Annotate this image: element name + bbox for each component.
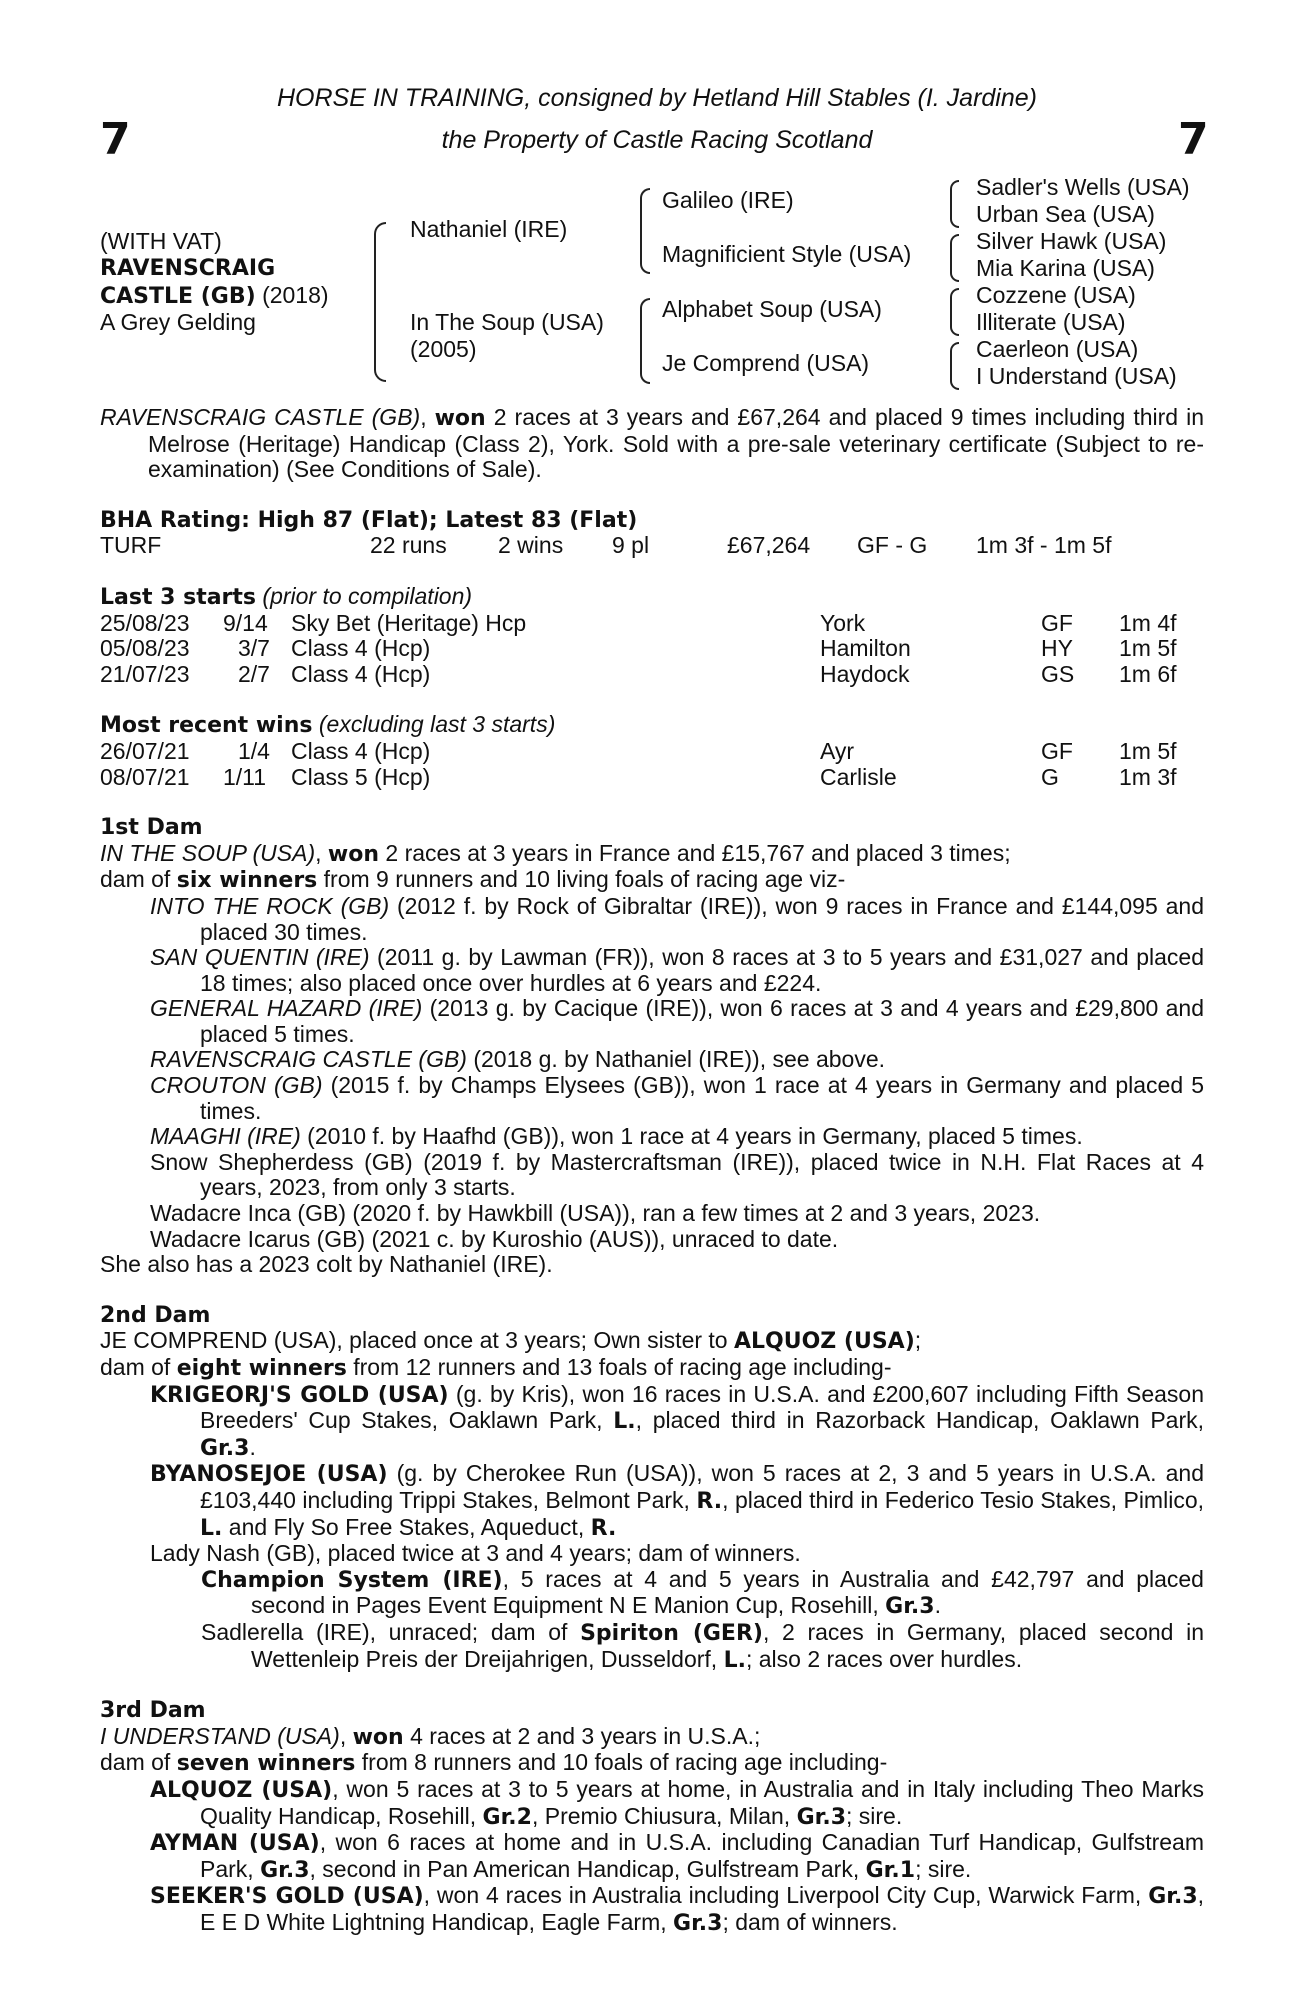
produce-name: MAAGHI (IRE) xyxy=(150,1123,301,1150)
row-race: Sky Bet (Heritage) Hcp xyxy=(291,609,527,636)
grade-label: Gr.3 xyxy=(200,1435,250,1461)
last3-subtitle: (prior to compilation) xyxy=(262,582,473,609)
row-distance: 1m 6f xyxy=(1119,660,1177,687)
produce-text: (2011 g. by Lawman (FR)), won 8 races at 3 to 5 years and £31,027 and placed 18 times; also placed once over hurdles at 6 years and £224. xyxy=(200,944,1205,996)
dam2-title: 2nd Dam xyxy=(100,1302,211,1328)
row-going: GS xyxy=(1041,660,1075,687)
row-race: Class 4 (Hcp) xyxy=(291,737,431,764)
horse-name-line2 xyxy=(100,282,329,310)
produce-name: RAVENSCRAIG CASTLE (GB) xyxy=(150,1046,467,1073)
produce-text: (g. by Kris), won 16 races in U.S.A. and £200,607 including Fifth Season Breeders' Cup Stakes, Oaklawn Park, xyxy=(200,1380,1205,1434)
dam3-winners: seven winners xyxy=(176,1751,356,1777)
table-row xyxy=(100,611,1204,637)
produce-text: ; sire. xyxy=(846,1802,903,1829)
produce-text: (2012 f. by Rock of Gibraltar (IRE)), won 9 races in France and £144,095 and placed 30 times. xyxy=(200,892,1204,945)
lot-number-right: 7 xyxy=(1178,114,1209,165)
second-dam xyxy=(100,1303,1204,1673)
table-row xyxy=(100,739,1204,765)
row-position: 9/14 xyxy=(223,609,268,636)
sire-dam: Magnificient Style (USA) xyxy=(662,241,912,267)
row-distance: 1m 4f xyxy=(1119,609,1177,636)
produce-text: (2010 f. by Haafhd (GB)), won 1 race at 4 years in Germany, placed 5 times. xyxy=(307,1123,1083,1150)
produce-text: (2013 g. by Cacique (IRE)), won 6 races at 3 and 4 years and £29,800 and placed 5 times. xyxy=(200,995,1205,1047)
produce-text: , placed third in Razorback Handicap, Oaklawn Park, xyxy=(635,1407,1204,1434)
produce-text: , E E D White Lightning Handicap, Eagle Farm, xyxy=(200,1882,1205,1935)
row-distance: 1m 3f xyxy=(1119,763,1177,790)
produce-text: , Premio Chiusura, Milan, xyxy=(531,1802,791,1829)
grade-label: Gr.3 xyxy=(796,1804,846,1830)
produce-item xyxy=(150,1883,1204,1936)
dam-of-label: dam of xyxy=(100,866,171,893)
grade-label: L. xyxy=(723,1647,746,1673)
table-row xyxy=(100,662,1204,688)
grand-produce-item xyxy=(201,1620,1204,1673)
dam1-text: 2 races at 3 years in France and £15,767 and placed 3 times; xyxy=(385,839,1011,866)
rating-row xyxy=(100,533,1204,559)
row-distance: 1m 5f xyxy=(1119,635,1177,662)
produce-name: CROUTON (GB) xyxy=(150,1072,323,1099)
horse-name: CASTLE (GB) xyxy=(100,284,256,309)
produce-text: (2015 f. by Champs Elysees (GB)), won 1 race at 4 years in Germany and placed 5 times. xyxy=(200,1072,1205,1124)
table-row xyxy=(100,765,1204,791)
produce-text: , won 6 races at home and in U.S.A. including Canadian Turf Handicap, Gulfstream Park, xyxy=(200,1829,1205,1882)
won-label: won xyxy=(327,841,379,867)
row-going: HY xyxy=(1041,635,1073,662)
first-dam: 1st Dam IN THE SOUP (USA), won 2 races at 3 years in France and £15,767 and placed 3 times; dam of six winners from 9 runners and 10 living foals of racing age viz- INTO THE ROCK (GB) (2012 f. by Rock of Gibraltar (IRE)), won 9 races in France and £144,095 and placed 30 times. SAN QUENTIN (IRE) (2011 g. by Lawman (FR)), won 8 races at 3 to 5 years and £31,027 and placed 18 times; also placed once over hurdles at 6 years and £224. GENERAL HAZARD (IRE) (2013 g. by Cacique (IRE)), won 6 races at 3 and 4 years and £29,800 and placed 5 times. RAVENSCRAIG CASTLE (GB) (2018 g. by Nathaniel (IRE)), see above. CROUTON (GB) (2015 f. by Champs Elysees (GB)), won 1 race at 4 years in Germany and placed 5 times. MAAGHI (IRE) (2010 f. by Haafhd (GB)), won 1 race at 4 years in Germany, placed 5 times. Snow Shepherdess (GB) (2019 f. by Mastercraftsman (IRE)), placed twice in N.H. Flat Races at 4 years, 2023, from only 3 starts. Wadacre Inca (GB) (2020 f. by Hawkbill (USA)), ran a few times at 2 and 3 years, 2023. Wadacre Icarus (GB) (2021 c. by Kuroshio (AUS)), unraced to date. She also has a 2023 colt by Nathaniel (IRE). xyxy=(100,815,1205,1278)
row-date: 05/08/23 xyxy=(100,635,190,662)
sire-sire: Galileo (IRE) xyxy=(662,187,794,213)
brace-dam xyxy=(640,298,650,384)
last3-title: Last 3 starts xyxy=(100,584,257,610)
dam2-name-text: JE COMPREND (USA), placed once at 3 years; Own sister to xyxy=(100,1327,728,1354)
row-date: 25/08/23 xyxy=(100,609,190,636)
grade-label: R. xyxy=(696,1488,723,1514)
dam: In The Soup (USA) xyxy=(410,309,604,335)
produce-text: Snow Shepherdess (GB) (2019 f. by Mastercraftsman (IRE)), placed twice in N.H. Flat Races at 4 years, 2023, from only 3 starts. xyxy=(150,1148,1204,1201)
sire: Nathaniel (IRE) xyxy=(410,216,568,242)
dam1-title: 1st Dam xyxy=(100,815,203,841)
grade-label: R. xyxy=(590,1515,617,1541)
won-label: won xyxy=(434,406,486,431)
punctuation: . xyxy=(249,1433,256,1460)
gg-4: Mia Karina (USA) xyxy=(976,255,1155,281)
produce-text: , won 5 races at 3 to 5 years at home, in Australia and in Italy including Theo Marks Quality Handicap, Rosehill, xyxy=(200,1775,1204,1829)
rating-going: GF - G xyxy=(857,532,928,559)
most-recent-wins xyxy=(100,712,1204,790)
rating-placed: 9 pl xyxy=(612,532,650,559)
row-course: Hamilton xyxy=(820,635,911,662)
dam-sire: Alphabet Soup (USA) xyxy=(662,296,882,322)
grade-label: Gr.3 xyxy=(885,1594,935,1620)
dam1-name: IN THE SOUP (USA) xyxy=(100,839,316,866)
produce-text: , placed third in Federico Tesio Stakes, Pimlico, xyxy=(722,1486,1204,1513)
dam2-winners: eight winners xyxy=(176,1356,347,1381)
dam1-winners: six winners xyxy=(176,868,318,894)
produce-text: , 2 races in Germany, placed second in Wettenleip Preis der Dreijahrigen, Dusseldorf, xyxy=(251,1618,1205,1672)
dam1-runners: from 9 runners and 10 living foals of racing age viz- xyxy=(323,866,846,893)
won-label: won xyxy=(352,1724,404,1750)
header-consignor: HORSE IN TRAINING, consigned by Hetland Hill Stables (I. Jardine) xyxy=(277,84,1037,112)
dam-dam: Je Comprend (USA) xyxy=(662,350,870,376)
row-course: Ayr xyxy=(820,737,855,764)
dam2-runners: from 12 runners and 13 foals of racing age including- xyxy=(353,1354,892,1380)
recent-title: Most recent wins xyxy=(100,713,313,739)
gg-3: Silver Hawk (USA) xyxy=(976,228,1167,254)
dam-year: (2005) xyxy=(410,336,477,362)
produce-name: INTO THE ROCK (GB) xyxy=(150,892,390,919)
produce-text: (2018 g. by Nathaniel (IRE)), see above. xyxy=(473,1046,886,1073)
produce-item xyxy=(150,1777,1204,1830)
produce-text: , won 4 races in Australia including Liverpool City Cup, Warwick Farm, xyxy=(423,1882,1142,1909)
rating-distance: 1m 3f - 1m 5f xyxy=(976,532,1112,559)
row-distance: 1m 5f xyxy=(1119,737,1177,764)
produce-item xyxy=(150,1382,1204,1462)
grade-label: Gr.1 xyxy=(865,1857,916,1883)
dam3-runners: from 8 runners and 10 foals of racing age including- xyxy=(361,1749,888,1776)
dam3-text: 4 races at 2 and 3 years in U.S.A.; xyxy=(410,1722,761,1749)
produce-name: GENERAL HAZARD (IRE) xyxy=(150,995,423,1022)
row-position: 1/11 xyxy=(223,763,267,790)
produce-text: ; dam of winners. xyxy=(722,1908,898,1935)
produce-text: ; sire. xyxy=(915,1855,972,1882)
row-date: 21/07/23 xyxy=(100,660,190,687)
produce-text: Wadacre Icarus (GB) (2021 c. by Kuroshio (AUS)), unraced to date. xyxy=(150,1225,839,1252)
dam3-name: I UNDERSTAND (USA) xyxy=(100,1722,340,1749)
lot-number-left: 7 xyxy=(100,114,131,165)
produce-name: SEEKER'S GOLD (USA) xyxy=(150,1884,424,1910)
grade-label: L. xyxy=(613,1409,636,1435)
grade-label: Gr.3 xyxy=(673,1910,723,1936)
brace-gg1 xyxy=(950,180,959,228)
rating-title: BHA Rating: High 87 (Flat); Latest 83 (Flat) xyxy=(100,507,638,533)
row-date: 26/07/21 xyxy=(100,737,190,764)
horse-name-line1: RAVENSCRAIG xyxy=(100,256,276,281)
intro-horse-name: RAVENSCRAIG CASTLE (GB) xyxy=(100,404,421,430)
grade-label: L. xyxy=(200,1515,223,1541)
gg-2: Urban Sea (USA) xyxy=(976,201,1155,227)
row-position: 2/7 xyxy=(238,660,270,687)
produce-name: Champion System (IRE) xyxy=(201,1567,503,1593)
row-position: 1/4 xyxy=(238,737,270,764)
last-3-starts xyxy=(100,584,1204,687)
foaling-year: (2018) xyxy=(262,282,329,308)
intro-paragraph: RAVENSCRAIG CASTLE (GB), won 2 races at 3 years and £67,264 and placed 9 times including third in Melrose (Heritage) Handicap (Class 2), York. Sold with a pre-sale veterinary certificate (Subject to re-examination) (See Conditions of Sale). xyxy=(100,404,1204,483)
rating-surface: TURF xyxy=(100,532,162,559)
dam1-closing: She also has a 2023 colt by Nathaniel (IRE). xyxy=(100,1251,553,1278)
rating-earnings: £67,264 xyxy=(727,532,811,559)
produce-item xyxy=(150,1124,1204,1150)
row-position: 3/7 xyxy=(238,635,270,662)
punctuation: ; xyxy=(914,1327,922,1354)
produce-item xyxy=(150,996,1204,1047)
row-date: 08/07/21 xyxy=(100,763,190,790)
dam-of-label: dam of xyxy=(100,1354,171,1380)
gg-7: Caerleon (USA) xyxy=(976,336,1139,362)
grade-label: Gr.3 xyxy=(260,1857,310,1883)
brace-gg2 xyxy=(950,234,959,282)
produce-item xyxy=(150,1227,1204,1253)
produce-item: Lady Nash (GB), placed twice at 3 and 4 years; dam of winners. xyxy=(150,1540,801,1567)
produce-item xyxy=(150,1047,1204,1073)
gg-8: I Understand (USA) xyxy=(976,363,1177,389)
row-course: York xyxy=(820,609,866,636)
produce-text: Wadacre Inca (GB) (2020 f. by Hawkbill (USA)), ran a few times at 2 and 3 years, 2023. xyxy=(150,1200,1041,1227)
gg-5: Cozzene (USA) xyxy=(976,282,1136,308)
brace-sire xyxy=(640,188,650,274)
dam2-sister: ALQUOZ (USA) xyxy=(733,1329,915,1355)
produce-item xyxy=(150,894,1204,945)
produce-text: and Fly So Free Stakes, Aqueduct, xyxy=(228,1513,585,1540)
brace-parents xyxy=(374,222,386,382)
intro-text: 2 races at 3 years and £67,264 and placed 9 times including third in Melrose (Heritage) Handicap (Class 2), York. Sold with a pre-sale veterinary certificate (Subject to re-examination) (See Conditions of Sale). xyxy=(148,404,1204,483)
dam-of-label: dam of xyxy=(100,1749,171,1776)
table-row xyxy=(100,636,1204,662)
produce-item xyxy=(150,1830,1204,1883)
main-text xyxy=(100,405,1204,1936)
produce-name: AYMAN (USA) xyxy=(150,1831,320,1857)
row-going: GF xyxy=(1041,737,1073,764)
rating-wins: 2 wins xyxy=(498,532,564,559)
produce-text: , second in Pan American Handicap, Gulfstream Park, xyxy=(309,1855,860,1882)
punctuation: . xyxy=(934,1592,941,1619)
row-race: Class 5 (Hcp) xyxy=(291,763,431,790)
brace-gg3 xyxy=(950,288,959,336)
row-course: Carlisle xyxy=(820,763,897,790)
horse-description: A Grey Gelding xyxy=(100,309,256,335)
row-course: Haydock xyxy=(820,660,910,687)
produce-text: (g. by Cherokee Run (USA)), won 5 races at 2, 3 and 5 years in U.S.A. and £103,440 including Trippi Stakes, Belmont Park, xyxy=(200,1460,1205,1513)
grand-produce-item xyxy=(201,1567,1204,1620)
produce-name: SAN QUENTIN (IRE) xyxy=(150,944,370,971)
row-race: Class 4 (Hcp) xyxy=(291,660,431,687)
row-race: Class 4 (Hcp) xyxy=(291,635,431,662)
vat-note: (WITH VAT) xyxy=(100,228,222,254)
produce-item xyxy=(150,1073,1204,1124)
produce-text: , 5 races at 4 and 5 years in Australia and £42,797 and placed second in Pages Event Equipment N E Manion Cup, Rosehill, xyxy=(251,1565,1204,1619)
produce-name: BYANOSEJOE (USA) xyxy=(150,1462,388,1488)
header-property: the Property of Castle Racing Scotland xyxy=(441,126,873,154)
brace-gg4 xyxy=(950,342,959,390)
produce-text: Sadlerella (IRE), unraced; dam of xyxy=(201,1618,568,1645)
gg-6: Illiterate (USA) xyxy=(976,309,1126,335)
produce-name: KRIGEORJ'S GOLD (USA) xyxy=(150,1382,449,1408)
rating-runs: 22 runs xyxy=(370,532,447,559)
third-dam: 3rd Dam I UNDERSTAND (USA), won 4 races at 2 and 3 years in U.S.A.; dam of seven winners from 8 runners and 10 foals of racing age including- ALQUOZ (USA), won 5 races at 3 to 5 years at home, in Australia and in Italy including Theo Marks Quality Handicap, Rosehill, Gr.2, Premio Chiusura, Milan, Gr.3; sire. AYMAN (USA), won 6 races at home and in U.S.A. including Canadian Turf Handicap, Gulfstream Park, Gr.3, second in Pan American Handicap, Gulfstream Park, Gr.1; sire. SEEKER'S GOLD (USA), won 4 races in Australia including Liverpool City Cup, Warwick Farm, Gr.3, E E D White Lightning Handicap, Eagle Farm, Gr.3; dam of winners. xyxy=(100,1698,1205,1936)
grade-label: Gr.2 xyxy=(482,1804,532,1830)
produce-item xyxy=(150,1461,1204,1541)
recent-subtitle: (excluding last 3 starts) xyxy=(318,711,556,738)
produce-item xyxy=(150,945,1204,996)
produce-item xyxy=(150,1201,1204,1227)
produce-name: ALQUOZ (USA) xyxy=(150,1777,333,1803)
row-going: GF xyxy=(1041,609,1073,636)
produce-item xyxy=(150,1150,1204,1201)
produce-name: Spiriton (GER) xyxy=(580,1620,763,1646)
row-going: G xyxy=(1041,763,1059,790)
gg-1: Sadler's Wells (USA) xyxy=(976,174,1190,200)
bha-rating xyxy=(100,508,1204,559)
grade-label: Gr.3 xyxy=(1148,1884,1198,1910)
produce-text: ; also 2 races over hurdles. xyxy=(745,1645,1023,1672)
dam3-title: 3rd Dam xyxy=(100,1698,206,1724)
